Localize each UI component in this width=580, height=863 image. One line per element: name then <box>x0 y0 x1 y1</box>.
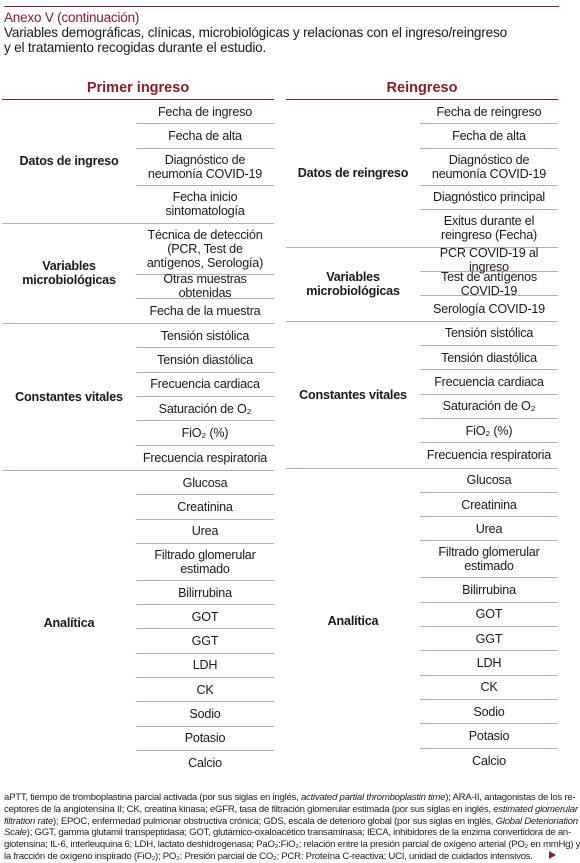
panel-title: Reingreso <box>386 80 458 96</box>
group-datos-reingreso <box>286 100 558 248</box>
group-label: Datos de reingreso <box>297 166 409 181</box>
footnote-term: filtration rate <box>4 815 54 827</box>
variable-item: Técnica de detección (PCR, Test de antígenos, Serología) <box>136 224 274 275</box>
variable-item: Bilirrubina <box>420 578 558 602</box>
table-caption <box>4 25 549 55</box>
footnote-text: ); GGT, gamma glutamil transpeptidasa; GOT, glutámico-oxaloacético transaminasa; IECA, inhibidores de la enzima convertidora de an- <box>26 827 571 839</box>
footnote-term: Global Deterioriation <box>495 815 578 827</box>
variable-item: Creatinina <box>136 495 274 519</box>
group-label: Variables microbiológicas <box>306 270 400 299</box>
caption-line: Variables demográficas, clínicas, microbiológicas y relacionas con el ingreso/reingreso <box>4 25 507 40</box>
variable-item: Fecha inicio sintomatología <box>165 190 245 219</box>
group-analitica <box>2 471 274 775</box>
variable-item: Sodio <box>136 702 274 726</box>
variable-item: Potasio <box>420 724 558 748</box>
variable-item: GOT <box>136 605 274 629</box>
group-constantes-vitales <box>286 322 558 469</box>
variable-item: FiO₂ (%) <box>136 421 274 445</box>
primer-ingreso-panel <box>2 78 274 775</box>
variable-item: Urea <box>136 520 274 544</box>
annex-title: Anexo V (continuación) <box>4 10 140 25</box>
group-variables-microbiologicas <box>2 224 274 325</box>
footnote-term: activated partial thromboplastin time <box>300 792 446 803</box>
variable-item: Filtrado glomerular estimado <box>420 541 558 578</box>
variable-item: Serología COVID-19 <box>433 301 545 316</box>
footnote-text: ); ARA-II, antagonistas de los re- <box>445 792 576 803</box>
reingreso-panel <box>286 78 558 773</box>
group-label: Variables microbiológicas <box>22 259 116 288</box>
group-label: Constantes vitales <box>299 387 407 402</box>
variable-item: Fecha de ingreso <box>136 100 274 124</box>
variable-item: Exitus durante el reingreso (Fecha) <box>441 214 537 243</box>
variable-item: Test de antígenos COVID-19 <box>420 272 558 296</box>
variable-item: Bilirrubina <box>136 581 274 605</box>
variable-item: Tensión diastólica <box>136 348 274 372</box>
variable-item: PCR COVID-19 al ingreso <box>420 248 558 272</box>
group-datos-ingreso <box>2 100 274 224</box>
variable-item: Tensión sistólica <box>136 324 274 348</box>
footnote-term: estimated glomerular <box>493 803 578 815</box>
variable-item: Calcio <box>472 753 506 768</box>
variable-item: Fecha de alta <box>136 124 274 148</box>
variable-item: Frecuencia cardiaca <box>420 370 558 394</box>
variable-item: Fecha de alta <box>420 124 558 148</box>
variable-item: Otras muestras obtenidas <box>136 275 274 299</box>
variable-item: Frecuencia cardiaca <box>136 373 274 397</box>
variable-item: Filtrado glomerular estimado <box>136 544 274 581</box>
variable-item: GOT <box>420 603 558 627</box>
variable-item: GGT <box>136 629 274 653</box>
variable-item: Creatinina <box>420 493 558 517</box>
footnote-text: ); EPOC, enfermedad pulmonar obstructiva crónica; GDS, escala de deterioro global (por sus siglas en inglés, <box>53 815 496 827</box>
footnote-text: aPTT, tiempo de tromboplastina parcial activada (por sus siglas en inglés, <box>4 792 301 803</box>
variable-item: FiO₂ (%) <box>420 419 558 443</box>
variable-item: Potasio <box>136 727 274 751</box>
top-rule <box>4 6 559 7</box>
variable-item: Tensión diastólica <box>420 346 558 370</box>
caption-line: y el tratamiento recogidas durante el estudio. <box>4 40 267 55</box>
variable-item: Frecuencia respiratoria <box>142 450 268 465</box>
group-analitica <box>286 469 558 773</box>
variable-item: Glucosa <box>136 471 274 495</box>
panel-title: Primer ingreso <box>86 80 190 96</box>
group-constantes-vitales <box>2 324 274 471</box>
group-label: Analítica <box>327 613 379 628</box>
variable-item: Diagnóstico de neumonía COVID-19 <box>420 149 558 186</box>
variable-item: Calcio <box>188 756 222 771</box>
variable-item: Sodio <box>420 700 558 724</box>
variable-item: Urea <box>420 517 558 541</box>
group-variables-microbiologicas <box>286 245 558 322</box>
footnote-text: la fracción de oxígeno inspirado (FiO₂); PO₂: Presión parcial de CO₂; PCR: Proteína C-reactiva; UCI, unidad de cuidados intensivos. <box>4 850 533 862</box>
variable-item: Saturación de O₂ <box>420 395 558 419</box>
variable-item: Tensión sistólica <box>420 322 558 346</box>
variable-item: GGT <box>420 627 558 651</box>
variable-item: Fecha de la muestra <box>149 304 261 319</box>
variable-item: LDH <box>136 654 274 678</box>
variable-item: Frecuencia respiratoria <box>426 448 552 463</box>
footnote-text: giotensina; IL-6, interleuquina 6; LDH, lactato deshidrogenasa; PaO₂:FiO₂; relación entre la presión parcial de oxígeno arterial (PO₂ en mmHg) y <box>4 839 580 851</box>
group-label: Constantes vitales <box>15 390 123 405</box>
group-label: Analítica <box>43 616 95 631</box>
variable-item: Fecha de reingreso <box>420 100 558 124</box>
variable-item: CK <box>420 676 558 700</box>
variable-item: Saturación de O₂ <box>136 397 274 421</box>
footnote-text: ceptores de la angiotensina II; CK, creatina kinasa; eGFR, tasa de filtración glomerular estimada (por sus siglas en inglés, <box>4 803 494 815</box>
table-footnote <box>4 792 580 863</box>
variable-item: Glucosa <box>420 469 558 493</box>
group-label: Datos de ingreso <box>19 154 119 169</box>
variable-item: LDH <box>420 651 558 675</box>
variable-item: Diagnóstico principal <box>420 186 558 210</box>
variable-item: CK <box>136 678 274 702</box>
continue-arrow-icon <box>549 851 556 859</box>
variable-item: Diagnóstico de neumonía COVID-19 <box>136 149 274 186</box>
footnote-term: Scale <box>4 827 27 839</box>
